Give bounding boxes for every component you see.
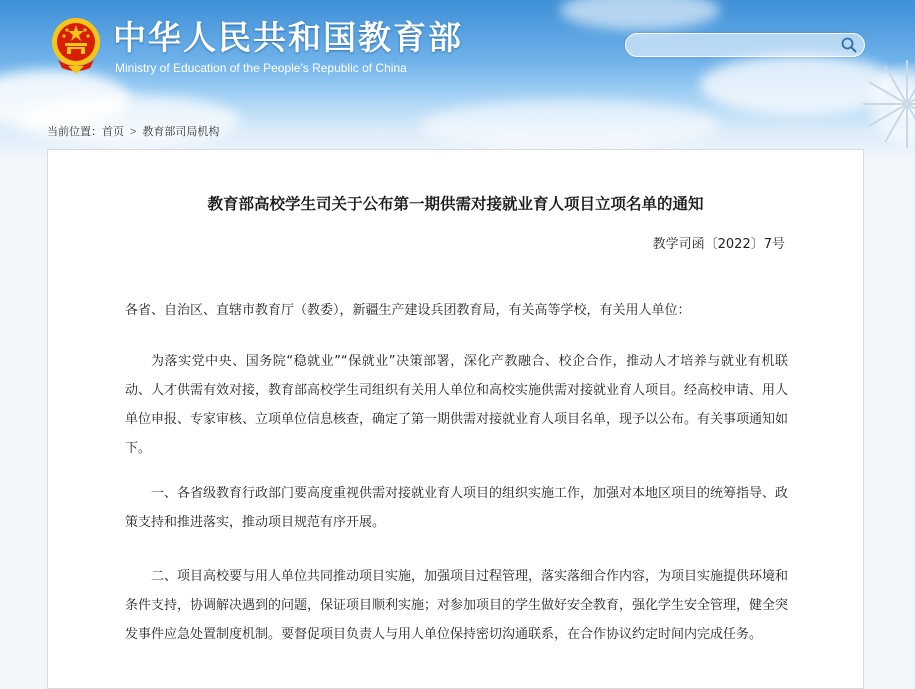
breadcrumb-home-link[interactable]: 首页: [102, 126, 124, 138]
search-input[interactable]: [636, 36, 840, 56]
breadcrumb-department-link[interactable]: 教育部司局机构: [142, 126, 220, 138]
document-salutation: 各省、自治区、直辖市教育厅（教委），新疆生产建设兵团教育局，有关高等学校，有关用人单位：: [125, 303, 691, 318]
document-paragraph: 为落实党中央、国务院“稳就业”“保就业”决策部署，深化产教融合、校企合作，推动人才培养与就业有机联动、人才供需有效对接，教育部高校学生司组织有关用人单位和高校实施供需对接就业育人项目。经高校申请、用人单位申报、专家审核、立项单位信息核查，确定了第一期供需对接就业育人项目名单，现予以公布。有关事项通知如下。: [125, 354, 789, 456]
search-box[interactable]: [625, 33, 865, 57]
breadcrumb-separator: >: [130, 126, 137, 138]
document-number: 教学司函〔2022〕7号: [652, 237, 785, 252]
document-panel: [47, 149, 864, 689]
site-title[interactable]: 中华人民共和国教育部: [113, 18, 463, 57]
site-subtitle: Ministry of Education of the People's Republic of China: [115, 61, 407, 75]
document-paragraph: 二、项目高校要与用人单位共同推动项目实施，加强项目过程管理，落实落细合作内容，为项目实施提供环境和条件支持，协调解决遇到的问题，保证项目顺利实施；对参加项目的学生做好安全教育，强化学生安全管理，健全突发事件应急处置制度机制。要督促项目负责人与用人单位保持密切沟通联系，在合作协议约定时间内完成任务。: [125, 569, 789, 642]
breadcrumb-label: 当前位置：: [47, 126, 102, 138]
search-icon[interactable]: [840, 36, 858, 54]
site-header: [0, 0, 915, 160]
document-title: 教育部高校学生司关于公布第一期供需对接就业育人项目立项名单的通知: [207, 195, 704, 213]
national-emblem-icon[interactable]: [50, 16, 102, 76]
cloud-decoration: [420, 100, 720, 150]
cloud-decoration: [560, 0, 720, 30]
breadcrumb: [47, 125, 219, 139]
document-paragraph: 一、各省级教育行政部门要高度重视供需对接就业育人项目的组织实施工作，加强对本地区项目的统筹指导、政策支持和推进落实，推动项目规范有序开展。: [125, 486, 789, 530]
